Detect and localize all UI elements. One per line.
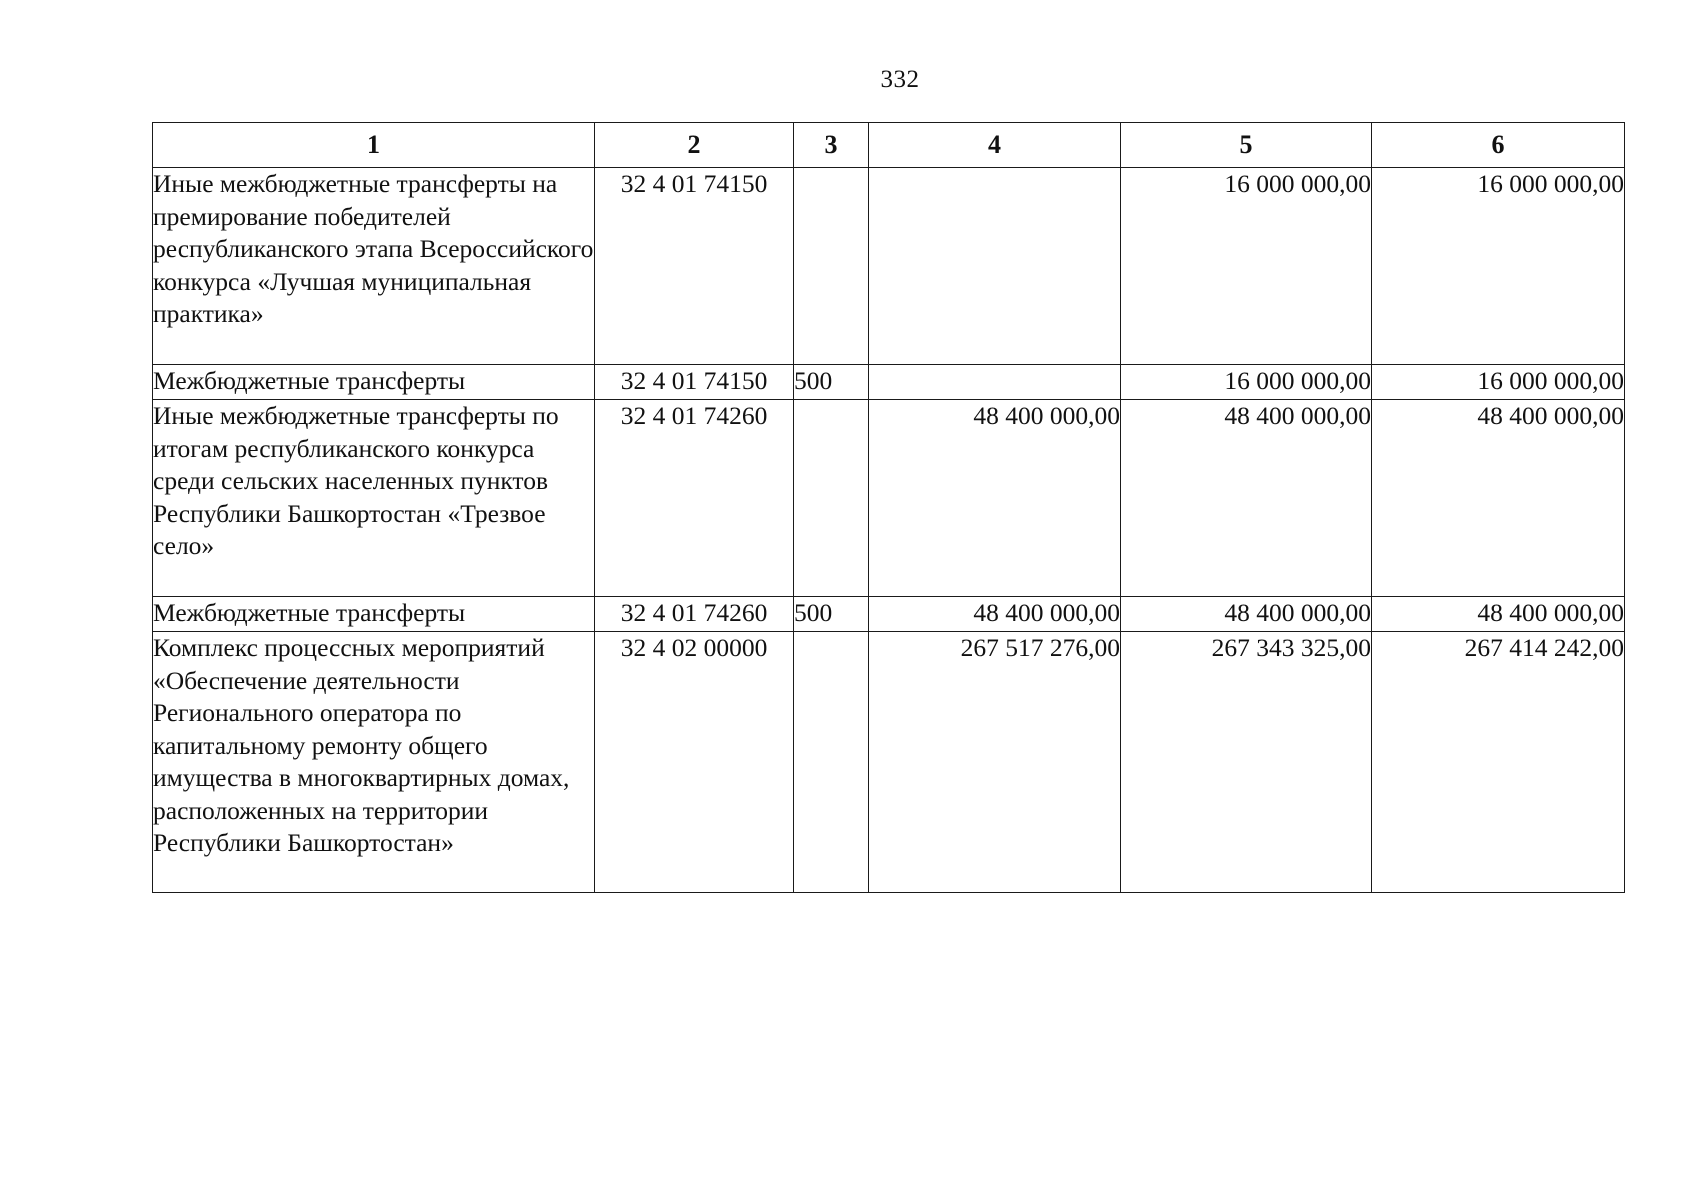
column-header-6: 6: [1372, 123, 1625, 168]
table-row: [153, 597, 1625, 632]
row-amount-4-cell: 48 400 000,00: [869, 400, 1121, 597]
table-row: [153, 365, 1625, 400]
column-header-3: 3: [794, 123, 869, 168]
row-name-cell: Иные межбюджетные трансферты на премирование победителей республиканского этапа Всероссийского конкурса «Лучшая муниципальная практика»: [153, 168, 595, 365]
row-amount-4-cell: 48 400 000,00: [869, 597, 1121, 632]
row-code-cell: 32 4 01 74260: [595, 400, 794, 597]
row-code-cell: 32 4 01 74150: [595, 168, 794, 365]
budget-table: [152, 122, 1625, 893]
column-header-4: 4: [869, 123, 1121, 168]
page-number: 332: [880, 66, 920, 93]
row-type-cell: 500: [794, 597, 869, 632]
row-amount-4-cell: 267 517 276,00: [869, 632, 1121, 893]
table-row: [153, 400, 1625, 597]
row-amount-6-cell: 16 000 000,00: [1372, 365, 1625, 400]
table-row: [153, 168, 1625, 365]
table-row: [153, 632, 1625, 893]
row-type-cell: [794, 400, 869, 597]
row-amount-5-cell: 16 000 000,00: [1121, 365, 1372, 400]
table-header-row: [153, 123, 1625, 168]
row-amount-6-cell: 267 414 242,00: [1372, 632, 1625, 893]
row-amount-6-cell: 16 000 000,00: [1372, 168, 1625, 365]
row-amount-5-cell: 48 400 000,00: [1121, 400, 1372, 597]
row-amount-5-cell: 267 343 325,00: [1121, 632, 1372, 893]
row-type-cell: 500: [794, 365, 869, 400]
row-amount-6-cell: 48 400 000,00: [1372, 400, 1625, 597]
row-type-cell: [794, 168, 869, 365]
row-amount-6-cell: 48 400 000,00: [1372, 597, 1625, 632]
row-name-cell: Межбюджетные трансферты: [153, 597, 595, 632]
row-amount-4-cell: [869, 365, 1121, 400]
column-header-2: 2: [595, 123, 794, 168]
column-header-1: 1: [153, 123, 595, 168]
row-code-cell: 32 4 01 74260: [595, 597, 794, 632]
column-header-5: 5: [1121, 123, 1372, 168]
row-amount-5-cell: 48 400 000,00: [1121, 597, 1372, 632]
row-amount-5-cell: 16 000 000,00: [1121, 168, 1372, 365]
row-name-cell: Комплекс процессных мероприятий «Обеспечение деятельности Регионального оператора по капитальному ремонту общего имущества в многоквартирных домах, расположенных на территории Республики Башкортостан»: [153, 632, 595, 893]
row-code-cell: 32 4 02 00000: [595, 632, 794, 893]
row-type-cell: [794, 632, 869, 893]
row-name-cell: Межбюджетные трансферты: [153, 365, 595, 400]
row-code-cell: 32 4 01 74150: [595, 365, 794, 400]
row-amount-4-cell: [869, 168, 1121, 365]
row-name-cell: Иные межбюджетные трансферты по итогам республиканского конкурса среди сельских населенных пунктов Республики Башкортостан «Трезвое село»: [153, 400, 595, 597]
